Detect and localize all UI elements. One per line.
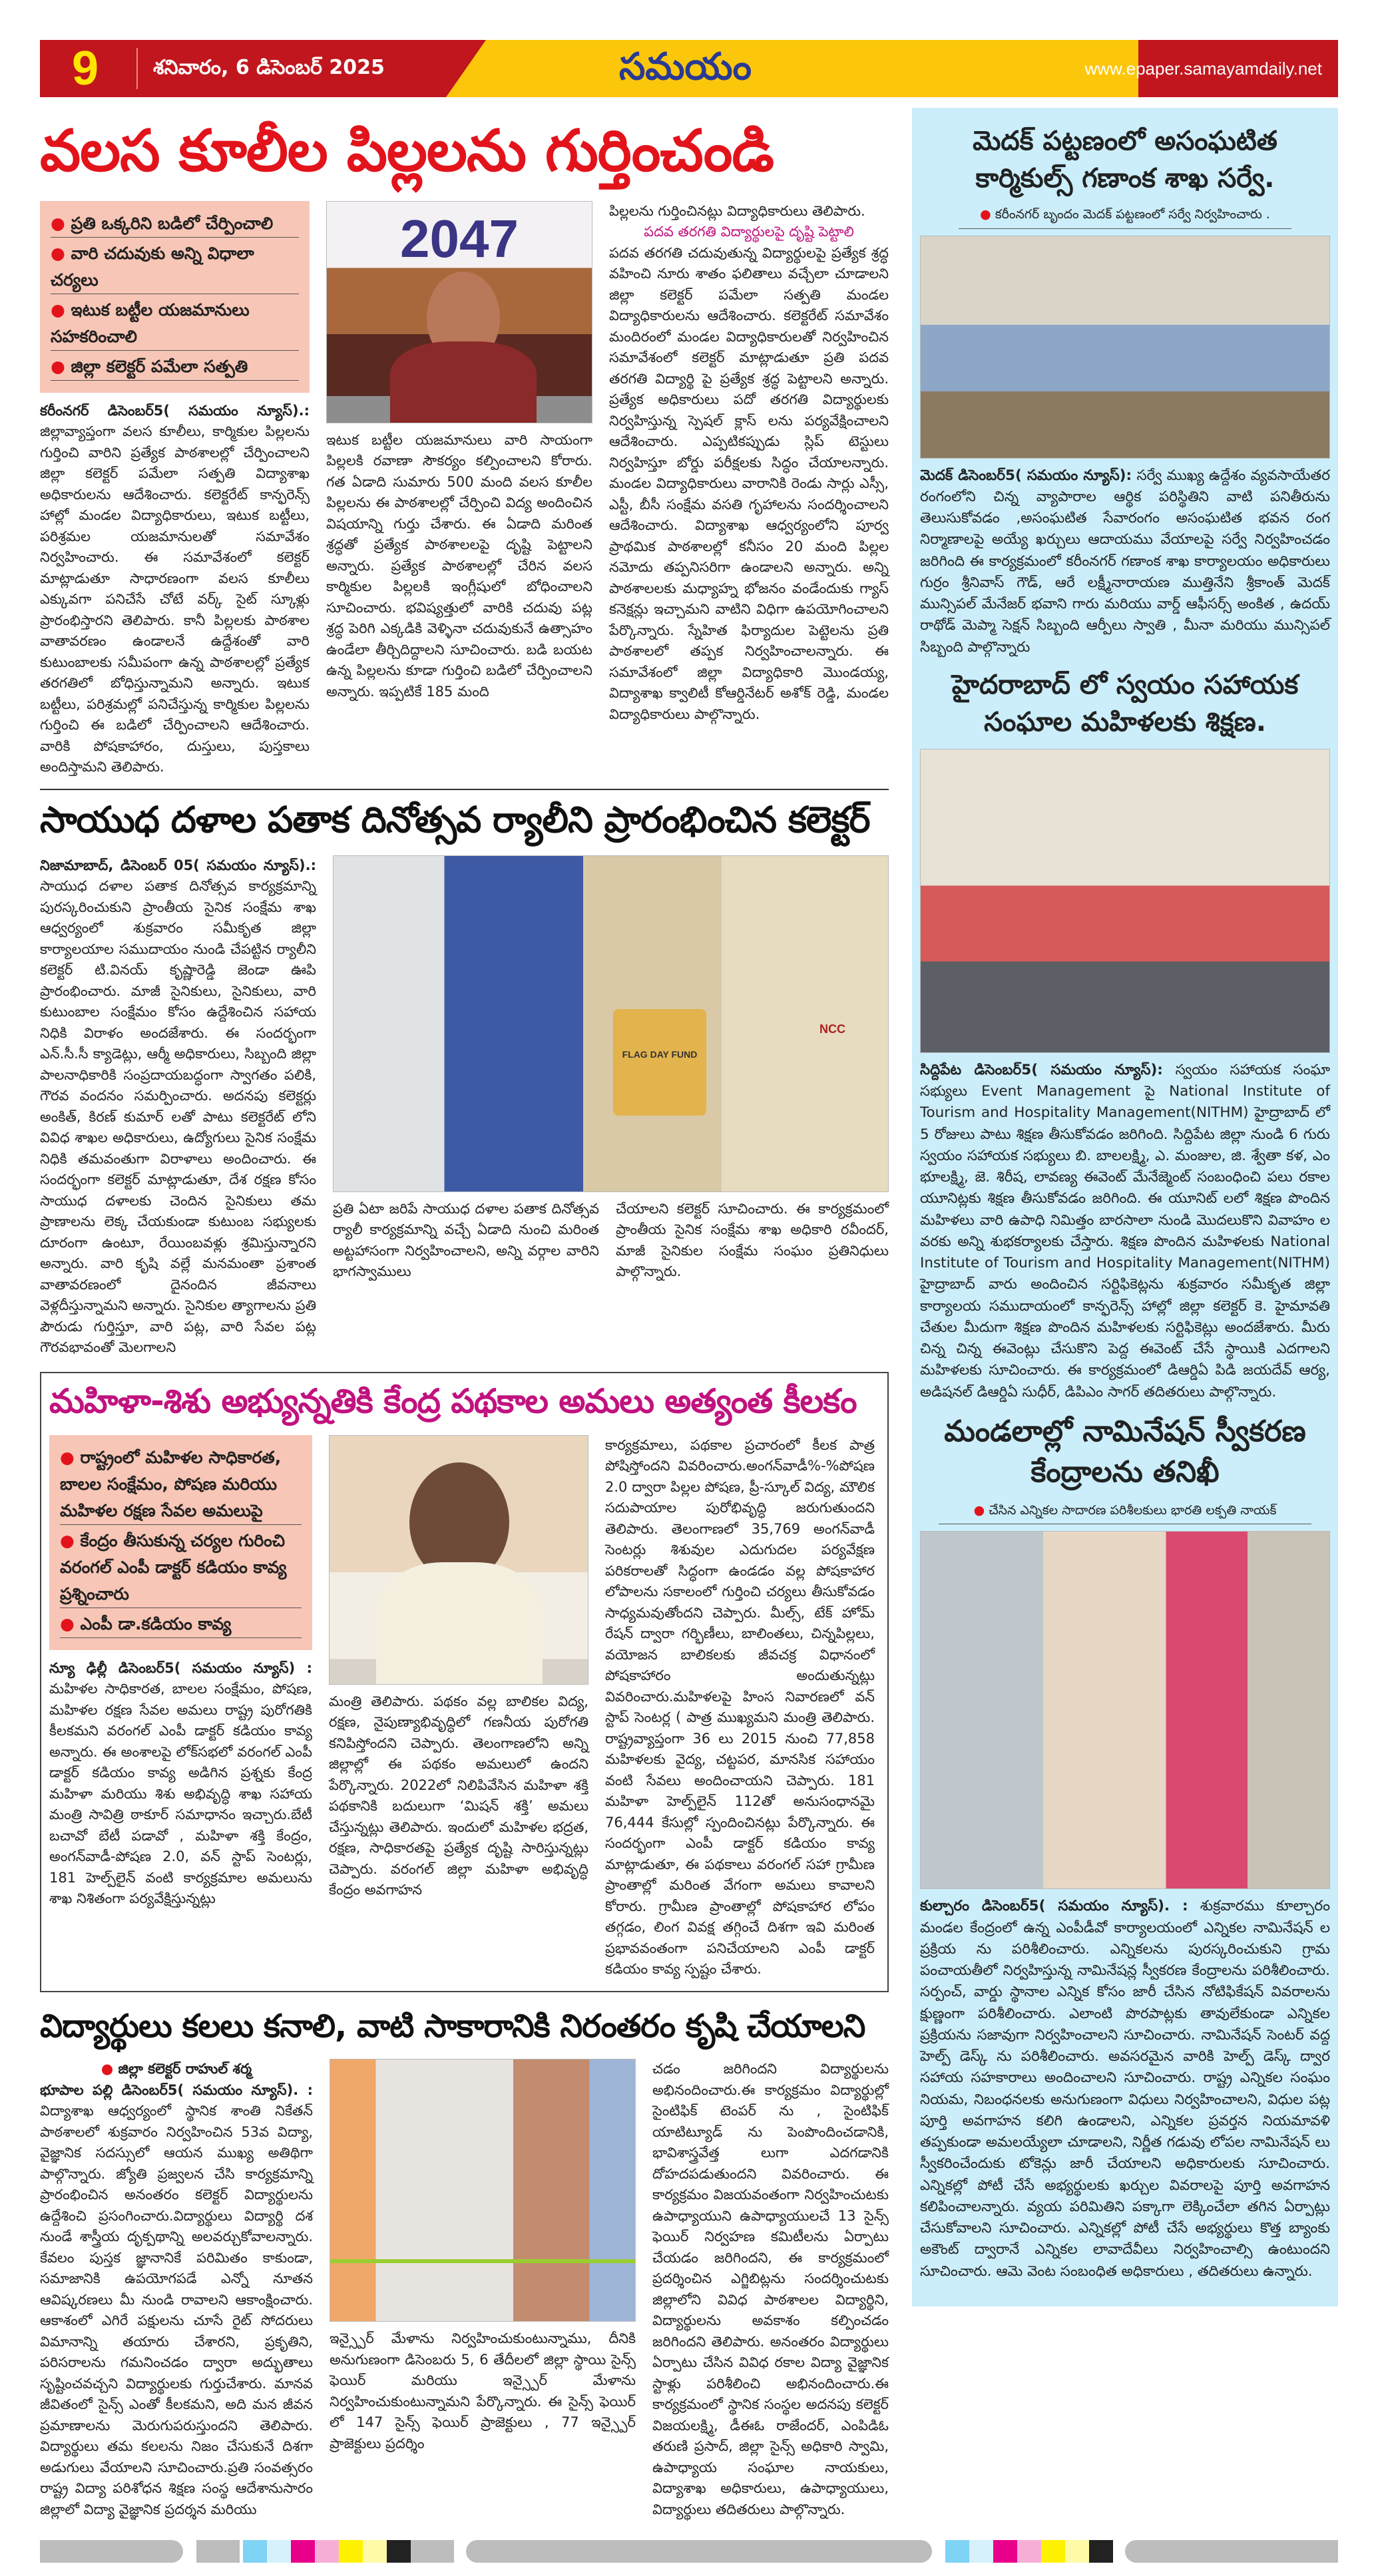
color-swatch (466, 2540, 932, 2563)
sidebar (912, 108, 1338, 2306)
article-3-frame (40, 1372, 889, 1992)
bullet-icon: ● (51, 300, 71, 320)
article-4-col-2-wrap (330, 2059, 636, 2454)
divider (40, 789, 889, 790)
dateline: మెదక్ డిసెంబర్5( సమయం న్యూస్): (920, 467, 1132, 484)
body-text: సర్వే ముఖ్య ఉద్దేశం వ్యవసాయేతర రంగంలోని చిన్న వ్యాపారాల ఆర్థిక పరిస్థితిని వాటి పనితీరును తెలుసుకోవడం ,అసంఘటిత సేవారంగం అసంఘటిత భవన రంగ నిర్మాణాలపై అయ్యే ఖర్చులు ఆదాయము వేయాలపై సర్వే నిర్వహించడం జరిగింది ఈ కార్యక్రమంలో కరీంనగర్ గణాంక శాఖ కార్యాలయం అధికారులు గుర్రం శ్రీనివాస్ గౌడ్, ఆరే లక్ష్మీనారాయణ ముత్తినేని శ్రీకాంత్ మెదక్ మున్సిపల్ మేనేజర్ భవాని గారు మరియు వార్డ్ ఆఫీసర్స్ అంకిత , ఉదయ్ రాథోడ్ మెప్మా సెక్షన్ సిబ్బంది ఆర్పీలు స్వాతి , మీనా మరియు మున్సిపల్ సిబ్బంది పాల్గొన్నారు (920, 467, 1330, 656)
shg-training-certificate-photo (920, 749, 1330, 1053)
mp-photo (329, 1435, 588, 1685)
bullet-icon: ● (51, 356, 71, 376)
color-swatch (1125, 2540, 1338, 2563)
color-swatch (196, 2540, 240, 2563)
photo-caption (959, 205, 1291, 229)
highlight-item: కేంద్రం తీసుకున్న చర్యల గురించి వరంగల్ ఎంపీ డాక్టర్ కడియం కావ్య ప్రశ్నించారు (60, 1530, 287, 1604)
highlight-item: ప్రతి ఒక్కరిని బడిలో చేర్పించాలి (71, 213, 274, 233)
color-swatch (1065, 2540, 1089, 2563)
bullet-icon: ● (60, 1447, 81, 1467)
article-1-col-1 (40, 401, 310, 778)
headline-article-1: వలస కూలీల పిల్లలను గుర్తించండి (40, 118, 774, 184)
sidebar-story-1-body (920, 465, 1330, 658)
dateline: నిజామాబాద్, డిసెంబర్ 05( సమయం న్యూస్).: (40, 857, 316, 873)
dateline: కరీంనగర్ డిసెంబర్5( సమయం న్యూస్).: (40, 402, 310, 419)
article-3-col-1 (49, 1658, 312, 1910)
body-text: జిల్లావ్యాప్తంగా వలస కూలీలు, కార్మికుల పిల్లలను గుర్తించి వారిని ప్రత్యేక పాఠశాలల్లో చేర్పించాలని జిల్లా కలెక్టర్ పమేలా సత్పతి విద్యాశాఖ అధికారులను ఆదేశించారు. కలెక్టరేట్ కాన్ఫరెన్స్ హాల్లో మండల విద్యాధికారులు, ఇటుక బట్టీలు, పరిశ్రమల యజమానులతో సమావేశం నిర్వహించారు. ఈ సమావేశంలో కలెక్టర్ మాట్లాడుతూ సాధారణంగా వలస కూలీలు ఎక్కువగా పనిచేసే చోటే వర్క్ సైట్ స్కూళ్లు ప్రారంభిస్తారని తెలిపారు. కానీ పిల్లలకు పాఠశాల వాతావరణం ఉండాలనే ఉద్దేశంతో వారి కుటుంబాలకు సమీపంగా ఉన్న పాఠశాలల్లో ప్రత్యేక తరగతిలో బోధిస్తున్నామని అన్నారు. ఇటుక బట్టీలు, పరిశ్రమల్లో పనిచేస్తున్న కార్మికుల పిల్లలను గుర్తించి ఈ బడిలో చేర్పించాలని ఆదేశించారు. వారికి పోషకాహారం, దుస్తులు, పుస్తకాలు అందిస్తామని తెలిపారు. (40, 423, 310, 775)
main-column (40, 108, 889, 2520)
dateline: న్యూ ఢిల్లీ డిసెంబర్5( సమయం న్యూస్) : (49, 1659, 312, 1676)
caption-text: కరీంనగర్ బృందం మెదక్ పట్టణంలో సర్వే నిర్వహించారు . (995, 207, 1270, 222)
article-4-col-2: ఇన్స్పైర్ మేళాను నిర్వహించుకుంటున్నాము, దీనికి అనుగుణంగా డిసెంబరు 5, 6 తేదీలలో జిల్లా స్థాయి సైన్స్ ఫెయిర్ మరియు ఇన్స్పైర్ మేళాను నిర్వహించుకుంటున్నామని పేర్కొన్నారు. ఈ సైన్స్ ఫెయిర్ లో 147 సైన్స్ ఫెయిర్ ప్రాజెక్టులు , 77 ఇన్స్పైర్ ప్రాజెక్టులు ప్రదర్శిం (330, 2330, 636, 2452)
masthead-bar (40, 40, 1338, 97)
flag-day-rally-photo (333, 855, 889, 1192)
donation-box: FLAG DAY FUND (613, 1009, 706, 1116)
headline-article-4: విద్యార్థులు కలలు కనాలి, వాటి సాకారానికి నిరంతరం కృషి చేయాలని (40, 2007, 865, 2045)
bullet-icon: ● (51, 243, 71, 263)
highlights-box (40, 201, 310, 393)
color-swatch (1089, 2540, 1113, 2563)
color-swatch (411, 2540, 454, 2563)
page-number: 9 (72, 42, 99, 95)
body-text: సాయుధ దళాల పతాక దినోత్సవ కార్యక్రమాన్ని పురస్కరించుకుని ప్రాంతీయ సైనిక సంక్షేమ శాఖ ఆధ్వర్యంలో శుక్రవారం సమీకృత జిల్లా కార్యాలయాల సముదాయం నుండి చేపట్టిన ర్యాలీని కలెక్టర్ టి.వినయ్ కృష్ణారెడ్డి జెండా ఊపి ప్రారంభించారు. మాజీ సైనికులు, సైనికులు, వారి కుటుంబాల సంక్షేమం కోసం ఉద్దేశించిన సహాయ నిధికి విరాళం అందజేశారు. ఈ సందర్భంగా ఎన్.సీ.సీ క్యాడెట్లు, ఆర్మీ అధికారులు, సిబ్బంది జిల్లా పాలనాధికారికి సంప్రదాయబద్ధంగా స్వాగతం పలికి, గౌరవ వందనం సమర్పించారు. అదనపు కలెక్టర్లు అంకిత్, కిరణ్ కుమార్ లతో పాటు కలెక్టరేట్ లోని వివిధ శాఖల అధికారులు, ఉద్యోగులు సైనిక సంక్షేమ నిధికి తమవంతుగా విరాళాలు అందించారు. ఈ సందర్భంగా కలెక్టర్ మాట్లాడుతూ, దేశ రక్షణ కోసం సాయుధ దళాలకు చెందిన సైనికులు తమ ప్రాణాలను లెక్క చేయకుండా కుటుంబ సభ్యులకు దూరంగా ఉంటూ, రేయింబవళ్లు శ్రమిస్తున్నారని అన్నారు. వారి కృషి వల్లే మనమంతా ప్రశాంత వాతావరణంలో దైనందిన జీవనాలు వెళ్లదీస్తున్నామని అన్నారు. సైనికుల త్యాగాలను ప్రతి పౌరుడు గుర్తిస్తూ, వారి పట్ల, వారి సేవల పట్ల గౌరవభావంతో మెలగాలని (40, 878, 316, 1356)
dateline: కుల్చారం డిసెంబర్5( సమయం న్యూస్). : (920, 1898, 1188, 1915)
color-swatch (363, 2540, 387, 2563)
highlight-item: ఇటుక బట్టీల యజమానులు సహకరించాలి (51, 300, 250, 346)
color-swatch (993, 2540, 1017, 2563)
highlights-box (49, 1435, 312, 1650)
ribbon (330, 2259, 635, 2263)
article-1 (40, 201, 889, 778)
bullet-icon: ● (980, 207, 995, 222)
color-swatch (40, 2540, 183, 2563)
sidebar-headline-2: హైదరాబాద్ లో స్వయం సహాయక సంఘాల మహిళలకు శిక్షణ. (951, 669, 1299, 738)
bullet-icon: ● (101, 2061, 118, 2077)
page-layout (40, 108, 1338, 2520)
subheading: పదవ తరగతి విద్యార్థులపై దృష్టి పెట్టాలి (644, 224, 854, 240)
article-2-lower (333, 1199, 889, 1283)
article-4 (40, 2059, 889, 2520)
article-3-col-3: కార్యక్రమాలు, పథకాల ప్రచారంలో కీలక పాత్ర పోషిస్తోందని వివరించారు.అంగన్‌వాడీ%-%పోషణ 2.0 ద్వారా పిల్లల పోషణ, ప్రీ-స్కూల్ విద్య, మౌలిక సదుపాయాల పురోభివృద్ధి జరుగుతుందని తెలిపారు. తెలంగాణలో 35,769 అంగన్‌వాడీ సెంటర్లు శిశువుల ఎదుగుదల పర్యవేక్షణ పరికరాలతో సిద్ధంగా ఉండడం వల్ల పోషకాహార లోపాలను సకాలంలో గుర్తించి చర్యలు తీసుకోవడం సాధ్యమవుతోందని చెప్పారు. మీల్స్, టేక్ హోమ్ రేషన్ ద్వారా గర్భిణీలు, బాలింతలు, చిన్నపిల్లలు, వయోజన బాలికలకు జీవచక్ర విధానంలో పోషకాహారం అందుతున్నట్లు వివరించారు.మహిళలపై హింస నివారణలో వన్ స్టాప్ సెంటర్ల ( పాత్ర ముఖ్యమని మంత్రి తెలిపారు. రాష్ట్రవ్యాప్తంగా 36 లు 2015 నుంచి 77,858 మహిళలకు వైద్య, చట్టపర, మానసిక సహాయం వంటి సేవలు అందించాయని చెప్పారు. 181 మహిళా హెల్ప్‌లైన్ 112తో అనుసంధానమై 76,444 కేసుల్లో స్పందించినట్లు పేర్కొన్నారు. ఈ సందర్భంగా ఎంపీ డాక్టర్ కడియం కావ్య మాట్లాడుతూ, ఈ పథకాలు వరంగల్ సహా గ్రామీణ ప్రాంతాల్లో మరింత వేగంగా అమలు కావాలని కోరారు. గ్రామీణ ప్రాంతాల్లో పోషకాహార లోపం తగ్గడం, లింగ వివక్ష తగ్గించే దిశగా ఇవి మరింత ప్రభావవంతంగా పనిచేయాలని ఎంపీ డాక్టర్ కడియం కావ్య స్పష్టం చేశారు. (605, 1436, 875, 1978)
bullet-icon: ● (60, 1613, 81, 1633)
body-text: స్వయం సహాయక సంఘా సభ్యులు Event Management పై National Institute of Tourism and Hospitality Management(NITHM) హైద్రాబాద్ లో 5 రోజులు పాటు శిక్షణ తీసుకోవడం జరిగింది. సిద్దిపేట జిల్లా నుండి 6 గురు స్వయం సహాయక సభ్యులు బి. బాలలక్ష్మి, ఎ. మంజుల, జి. శ్వేతా కళ, ఎం భూలక్ష్మి, జె. శిరీష, లావణ్య ఈవెంట్ మేనేజ్మెంట్ సంబంధించి పలు రకాల యూనిట్లకు శిక్షణ తీసుకోవడం జరిగింది. ఈ యూనిట్ లలో శిక్షణ పొందిన మహిళలు వారి ఉపాధి నిమిత్తం బారసాలా నుండి మొదలుకొని వివాహం ల వరకు అన్ని శుభకర్యాలకు చేస్తారు. శిక్షణ పొందిన మహిళలకు National Institute of Tourism and Hospitality Management(NITHM) హైద్రాబాద్ వారు అందించిన సర్టిఫికెట్లను శుక్రవారం సమీకృత జిల్లా కార్యాలయ సముదాయంలో కాన్ఫరెన్స్ హాల్లో జిల్లా కలెక్టర్ కె. హైమావతి చేతుల మీదుగా శిక్షణ పొందిన మహిళలకు సర్టిఫికెట్లు అందజేశారు. మీరు చిన్న చిన్న ఈవెంట్లు చేసుకొని పెద్ద ఈవెంట్ చేసే స్థాయికి ఎదగాలని మహిళలకు సూచించారు. ఈ కార్యక్రమంలో డిఆర్డిఏ పిడి జయదేవ్ ఆర్య, అడిషనల్ డిఆర్డిఏ సుధీర్, డిపిఎం సాగర్ తదితరులు పాల్గొన్నారు. (920, 1061, 1330, 1400)
sidebar-headline-1: మెదక్ పట్టణంలో అసంఘటిత కార్మికుల్స్ గణాంక శాఖ సర్వే. (973, 126, 1277, 194)
person-figure (376, 1562, 543, 1685)
highlight-item: ఎంపీ డా.కడియం కావ్య (80, 1613, 232, 1633)
ncc-badge: NCC (819, 1022, 845, 1036)
caption-text: చేసిన ఎన్నికల సాదారణ పరిశీలకులు భారతి లక్పతి నాయక్ (989, 1502, 1277, 1518)
article-1-col-2: ఇటుక బట్టీల యజమానులు వారి సాయంగా పిల్లలకి రవాణా సౌకర్యం కల్పించాలని కోరారు. గత ఏడాది సుమారు 500 మంది వలస కూలీల పిల్లలను ఈ పాఠశాలల్లో చేర్పించి విద్య అందించిన విషయాన్ని గుర్తు చేశారు. ఈ ఏడాది మరింత శ్రద్ధతో ప్రత్యేక పాఠశాలలపై దృష్టి పెట్టాలని అన్నారు. ప్రత్యేక పాఠశాలల్లో చేరిన వలస కార్మికుల పిల్లలకి ఇంగ్లీషులో బోధించాలని సూచించారు. భవిష్యత్తులో వారికి చదువు పట్ల శ్రద్ధ పెరిగి ఎక్కడికి వెళ్ళినా చదువుకునే ఉత్సాహం ఉండేలా తీర్చిదిద్దాలని సూచించారు. బడి బయట ఉన్న పిల్లలను కూడా గుర్తించి బడిలో చేర్పించాలని అన్నారు. ఇప్పటికే 185 మంది (326, 431, 592, 700)
color-swatch (243, 2540, 267, 2563)
person-figure (390, 341, 537, 423)
color-registration-bar (40, 2540, 1338, 2563)
highlight-item: జిల్లా కలెక్టర్ పమేలా సత్పతి (71, 356, 248, 376)
article-4-col-1 (40, 2059, 313, 2520)
article-3-col-2: మంత్రి తెలిపారు. పథకం వల్ల బాలికల విద్య, రక్షణ, నైపుణ్యాభివృద్ధిలో గణనీయ పురోగతి కనిపిస్తోందని చెప్పారు. తెలంగాణలోని అన్ని జిల్లాల్లో ఈ పథకం అమలులో ఉందని పేర్కొన్నారు. 2022లో నిలిపివేసిన మహిళా శక్తి పథకానికి బదులుగా ‘మిషన్ శక్తి’ అమలు చేస్తున్నట్లు తెలిపారు. ఇందులో మహిళల భద్రత, రక్షణ, సాధికారతపై ప్రత్యేక దృష్టి సారిస్తున్నట్లు చెప్పారు. వరంగల్ జిల్లా మహిళా అభివృద్ధి కేంద్రం అవగాహన (329, 1693, 588, 1898)
body-text: పిల్లలను గుర్తించినట్లు విద్యాధికారులు తెలిపారు. (609, 202, 865, 219)
article-3-col-2-wrap (329, 1435, 588, 1901)
color-swatch (1017, 2540, 1041, 2563)
article-2-right (333, 855, 889, 1283)
color-swatch (339, 2540, 363, 2563)
article-1-col-2-wrap (326, 201, 592, 703)
nomination-center-inspection-photo (920, 1531, 1330, 1889)
body-text: మహిళల సాధికారత, బాలల సంక్షేమం, పోషణ, మహిళల రక్షణ సేవల అమలు రాష్ట్ర పురోగతికి కీలకమని వరంగల్ ఎంపీ డాక్టర్ కడియం కావ్య అన్నారు. ఈ అంశాలపై లోక్‌సభలో వరంగల్ ఎంపీ డాక్టర్ కడియం కావ్య అడిగిన ప్రశ్నకు కేంద్ర మహిళా మరియు శిశు అభివృద్ధి శాఖ సహాయ మంత్రి సావిత్రి ఠాకూర్ సమాధానం ఇచ్చారు.బేటీ బచావో బేటీ పడావో , మహిళా శక్తి కేంద్రం, అంగన్‌వాడీ-పోషణ 2.0, వన్ స్టాప్ సెంటర్లు, 181 హెల్ప్‌లైన్ వంటి కార్యక్రమాల అమలును శాఖ నిశితంగా పర్యవేక్షిస్తున్నట్లు (49, 1681, 312, 1907)
highlight-item: జిల్లా కలెక్టర్ రాహుల్ శర్మ (118, 2061, 252, 2077)
headline-article-2: సాయుధ దళాల పతాక దినోత్సవ ర్యాలీని ప్రారంభించిన కలెక్టర్ (40, 798, 870, 841)
bullet-icon: ● (60, 1530, 81, 1550)
article-4-col-3: చడం జరిగిందని విద్యార్థులను అభినందించారు.ఈ కార్యక్రమం విద్యార్థుల్లో సైంటిఫిక్ టెంపర్ ను , సైంటిఫిక్ యాటిట్యూడ్ ను పెంపొందించడానికి, భావిశాస్త్రవేత్త లుగా ఎదగడానికి దోహదపడుతుందని వివరించారు. ఈ కార్యక్రమం విజయవంతంగా నిర్వహించుటకు ఉపాధ్యాయుని ఉపాధ్యాయులచే 13 సైన్స్ ఫెయిర్ నిర్వహణ కమిటీలను ఏర్పాటు చేయడం జరిగిందని, ఈ కార్యక్రమంలో ప్రదర్శించిన ఎగ్జిబిట్లను సందర్శించుటకు జిల్లాలోని వివిధ పాఠశాలల విద్యార్థిని, విద్యార్థులను అవకాశం కల్పించడం జరిగిందని తెలిపారు. అనంతరం విద్యార్థులు ఏర్పాటు చేసిన వివిధ రకాల విద్యా వైజ్ఞానిక స్టాళ్లు పరిశీలించి అభినందించారు.ఈ కార్యక్రమంలో స్థానిక సంస్థల అదనపు కలెక్టర్ విజయలక్ష్మి, డీఈఓ రాజేందర్, ఎంపిడిఓ తరుణి ప్రసాద్, జిల్లా సైన్స్ అధికారి స్వామి, ఉపాధ్యాయ సంఘాల నాయకులు, విద్యాశాఖ అధికారులు, ఉపాధ్యాయులు, విద్యార్థులు తదితరులు పాల్గొన్నారు. (652, 2061, 889, 2517)
color-swatch (291, 2540, 315, 2563)
article-2-col-3: చేయాలని కలెక్టర్ సూచించారు. ఈ కార్యక్రమంలో ప్రాంతీయ సైనిక సంక్షేమ శాఖ అధికారి రవీందర్, మాజీ సైనికుల సంక్షేమ సంఘం ప్రతినిధులు పాల్గొన్నారు. (616, 1200, 889, 1280)
divider (136, 48, 138, 89)
highlight-item: రాష్ట్రంలో మహిళల సాధికారత, బాలల సంక్షేమం, పోషణ మరియు మహిళల రక్షణ సేవల అమలుపై (60, 1447, 282, 1520)
article-1-col-3 (609, 201, 889, 726)
color-swatch (387, 2540, 411, 2563)
dateline: భూపాల పల్లి డిసెంబర్5( సమయం న్యూస్). : (40, 2081, 313, 2098)
headline-article-3: మహిళా-శిశు అభ్యున్నతికి కేంద్ర పథకాల అమలు అత్యంత కీలకం (49, 1381, 857, 1420)
color-swatch (1041, 2540, 1065, 2563)
body-text: శుక్రవారము కూల్చారం మండల కేంద్రంలో ఉన్న ఎంపీడీవో కార్యాలయంలో ఎన్నికల నామినేషన్ ల ప్రక్రియ ను పరిశీలించారు. ఎన్నికలను పురస్కరించుకుని గ్రామ పంచాయతీలో నిర్వహిస్తున్న నామినేషన్ల స్వీకరణ కేంద్రాలను పరిశీలించారు. సర్పంచ్, వార్డు స్థానాల ఎన్నిక కోసం జారీ చేసిన నోటిఫికేషన్ వివరాలను క్షుణ్ణంగా పరిశీలించారు. ఎలాంటి పొరపాట్లకు తావులేకుండా ఎన్నికల ప్రక్రియను సజావుగా నిర్వహించాలని సూచించారు. నామినేషన్ సెంటర్ వద్ద హెల్ప్ డెస్క్ ను పరిశీలించారు. అవసరమైన వారికి హెల్ప్ డెస్క్ ద్వార సహాయ సహకారాలు అందించాలని సూచించారు. రాష్ట్ర ఎన్నికల సంఘం నియమ, నిబంధనలకు అనుగుణంగా విధులు నిర్వహించాలని, విధుల పట్ల పూర్తి అవగాహన కలిగి ఉండాలని, ఎన్నికల ప్రవర్తన నియమావళి తప్పకుండా అమలయ్యేలా చూడాలని, నిర్ణీత గడువు లోపల నామినేషన్ లు స్వీకరించేందుకు టోకెన్లు జారీ చేయాలని అధికారులకు సూచించారు. ఎన్నికల్లో పోటీ చేసే అభ్యర్థులకు ఖర్చుల వివరాలపై పూర్తి అవగాహన కలిపించాలన్నారు. వ్యయ పరిమితిని పక్కాగా లెక్కించేలా తగిన ఏర్పాట్లు చేసుకోవాలని సూచించారు. ఎన్నికల్లో పోటీ చేసే అభ్యర్థులు కొత్త బ్యాంకు అకౌంట్ ద్వారానే ఎన్నికల లావాదేవీలు నిర్వహించాల్సి ఉంటుందని సూచించారు. ఆమె వెంట సంబంధిత అధికారులు , తదితరులు ఉన్నారు. (920, 1898, 1330, 2280)
masthead-yellow-panel (446, 40, 1138, 97)
photo-banner-text: 2047 (400, 208, 519, 268)
issue-date: శనివారం, 6 డిసెంబర్ 2025 (153, 56, 385, 79)
newspaper-logo: సమయం (619, 45, 752, 89)
color-swatch (969, 2540, 993, 2563)
article-3-col-1-wrap (49, 1435, 312, 1910)
article-2-col-1 (40, 855, 316, 1359)
article-2 (40, 855, 889, 1359)
article-3 (49, 1435, 879, 1980)
sidebar-story-3-body (920, 1896, 1330, 2282)
survey-team-photo (920, 236, 1330, 459)
epaper-url[interactable]: www.epaper.samayamdaily.net (1084, 59, 1322, 79)
photo-caption (939, 1501, 1311, 1525)
body-text: విద్యాశాఖ ఆధ్వర్యంలో స్థానిక శాంతి నికేతన్ పాఠశాలలో శుక్రవారం నిర్వహించిన 53వ విద్యా, వైజ్ఞానిక సదస్సులో ఆయన ముఖ్య అతిథిగా పాల్గొన్నారు. జ్యోతి ప్రజ్వలన చేసి కార్యక్రమాన్ని ప్రారంభించిన అనంతరం కలెక్టర్ విద్యార్థులను ఉద్దేశించి ప్రసంగించారు.విద్యార్థులు విద్యార్థి దశ నుండే శాస్త్రీయ దృక్పథాన్ని అలవర్చుకోవాలన్నారు. కేవలం పుస్తక జ్ఞానానికే పరిమితం కాకుండా, సమాజానికి ఉపయోగపడే ఎన్నో నూతన ఆవిష్కరణలు మీ నుండి రావాలని ఆకాంక్షించారు. ఆకాశంలో ఎగిరే పక్షులను చూసే రైట్ సోదరులు విమానాన్ని తయారు చేశారని, ప్రకృతిని, పరిసరాలను గమనించడం ద్వారా అద్భుతాలు సృష్టించవచ్చని విద్యార్థులకు గుర్తుచేశారు. మానవ జీవితంలో సైన్స్ ఎంతో కీలకమని, అది మన జీవన ప్రమాణాలను మెరుగుపరుస్తుందని తెలిపారు. విద్యార్థులు తమ కలలను నిజం చేసుకునే దిశగా అడుగులు వేయాలని సూచించారు.ప్రతి సంవత్సరం రాష్ట్ర విద్యా పరిశోధన శిక్షణ సంస్థ ఆదేశానుసారం జిల్లాలో విద్యా వైజ్ఞానిక ప్రదర్శన మరియు (40, 2103, 313, 2517)
bullet-icon: ● (51, 213, 71, 233)
science-fair-inauguration-photo (330, 2059, 636, 2322)
color-swatch (267, 2540, 291, 2563)
article-1-col-1-wrap (40, 201, 310, 778)
collector-photo (326, 201, 592, 423)
article-2-col-2: ప్రతి ఏటా జరిపే సాయుధ దళాల పతాక దినోత్సవ ర్యాలీ కార్యక్రమాన్ని వచ్చే ఏడాది నుంచి మరింత అట్టహాసంగా నిర్వహించాలని, అన్ని వర్గాల వారిని భాగస్వాములు (333, 1200, 599, 1280)
color-swatch (945, 2540, 969, 2563)
bullet-icon: ● (973, 1502, 989, 1518)
sidebar-headline-3: మండలాల్లో నామినేషన్ స్వీకరణ కేంద్రాలను తనిఖీ (944, 1414, 1306, 1490)
dateline: సిద్దిపేట డిసెంబర్5( సమయం న్యూస్): (920, 1061, 1163, 1078)
color-swatch (315, 2540, 339, 2563)
highlight-item: వారి చదువుకు అన్ని విధాలా చర్యలు (51, 243, 254, 290)
body-text: పదవ తరగతి చదువుతున్న విద్యార్థులపై ప్రత్యేక శ్రద్ధ వహించి నూరు శాతం ఫలితాలు వచ్చేలా చూడాలని జిల్లా కలెక్టర్ పమేలా సత్పతి మండల విద్యాధికారులను ఆదేశించారు. కలెక్టరేట్ సమావేశం మందిరంలో మండల విద్యాధికారులతో నిర్వహించిన సమావేశంలో కలెక్టర్ మాట్లాడుతూ ప్రతి పదవ తరగతి విద్యార్థి పై ప్రత్యేక శ్రద్ధ పెట్టాలని అన్నారు. ప్రత్యేక అధికారులు పదో తరగతి విద్యార్థులకు నిర్వహిస్తున్న స్పెషల్ క్లాస్ లను పర్యవేక్షించాలని ఆదేశించారు. ఎప్పటికప్పుడు స్లిప్ టెస్టులు నిర్వహిస్తూ బోర్డు పరీక్షలకు సిద్ధం చేయాలన్నారు. మండల విద్యాధికారులు వారానికి రెండు సార్లు ఎస్సీ, ఎస్టీ, బీసీ సంక్షేమ వసతి గృహాలను సందర్శించాలని ఆదేశించారు. విద్యాశాఖ ఆధ్వర్యంలోని పూర్వ ప్రాథమిక పాఠశాలల్లో కనీసం 20 మంది పిల్లల నమోదు తప్పనిసరిగా ఉండాలని అన్నారు. అన్ని పాఠశాలలకు మధ్యాహ్న భోజనం వండేందుకు గ్యాస్ కనెక్షన్లు ఇచ్చామని వాటిని విధిగా ఉపయోగించాలని పేర్కొన్నారు. స్నేహిత ఫిర్యాదుల పెట్టెలను ప్రతి పాఠశాలలో తప్పక నిర్వహించాలన్నారు. ఈ సమావేశంలో జిల్లా విద్యాధికారి మొండయ్య, విద్యాశాఖ క్వాలిటీ కోఆర్డినేటర్ అశోక్ రెడ్డి, మండల విద్యాధికారులు పాల్గొన్నారు. (609, 244, 889, 722)
sidebar-story-2-body (920, 1060, 1330, 1403)
